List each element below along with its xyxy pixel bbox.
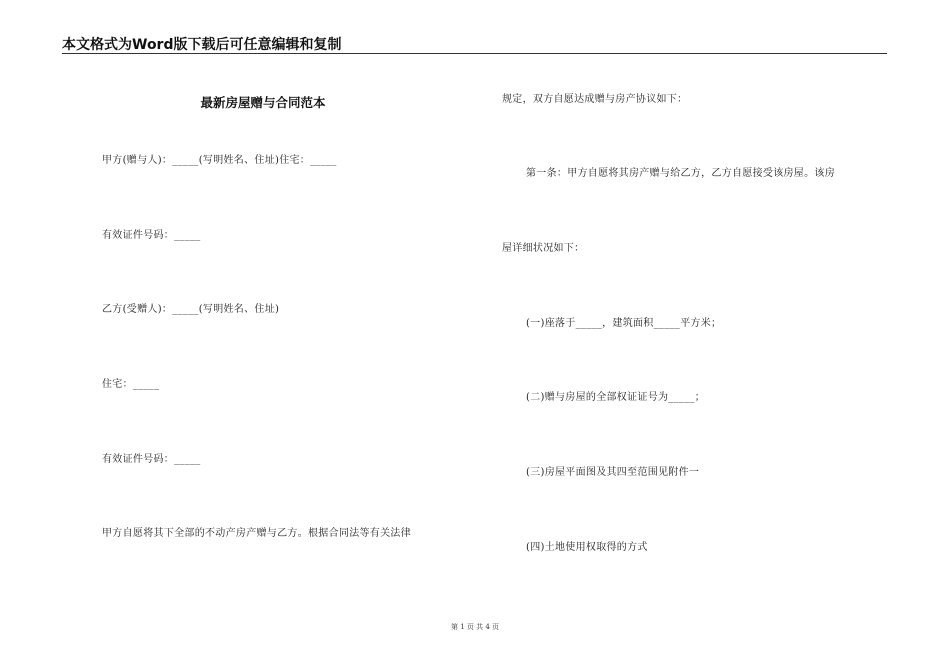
party-b-residence-line: 住宅：_____ bbox=[102, 379, 160, 390]
clause-4-line: (四)土地使用权取得的方式 bbox=[526, 542, 648, 553]
party-a-id-line: 有效证件号码：_____ bbox=[102, 230, 201, 241]
page-indicator: 第 1 页 共 4 页 bbox=[450, 623, 500, 631]
party-b-id-line: 有效证件号码：_____ bbox=[102, 454, 201, 465]
article-one-continued-line: 屋详细状况如下： bbox=[502, 243, 585, 254]
document-title: 最新房屋赠与合同范本 bbox=[200, 95, 326, 110]
party-a-line: 甲方(赠与人)：_____(写明姓名、住址)住宅：_____ bbox=[102, 155, 337, 166]
party-b-line: 乙方(受赠人)：_____(写明姓名、住址) bbox=[102, 304, 280, 315]
donation-intro-line: 甲方自愿将其下全部的不动产房产赠与乙方。根据合同法等有关法律 bbox=[102, 528, 411, 539]
clause-3-line: (三)房屋平面图及其四至范围见附件一 bbox=[526, 467, 700, 478]
clause-2-line: (二)赠与房屋的全部权证证号为_____； bbox=[526, 392, 706, 403]
header-banner: 本文格式为Word版下载后可任意编辑和复制 bbox=[62, 37, 342, 53]
article-one-line: 第一条：甲方自愿将其房产赠与给乙方，乙方自愿接受该房屋。该房 bbox=[526, 168, 835, 179]
header-divider bbox=[62, 53, 887, 54]
clause-1-line: (一)座落于_____，建筑面积_____平方米； bbox=[526, 318, 722, 329]
agreement-intro-line: 规定，双方自愿达成赠与房产协议如下： bbox=[502, 94, 688, 105]
